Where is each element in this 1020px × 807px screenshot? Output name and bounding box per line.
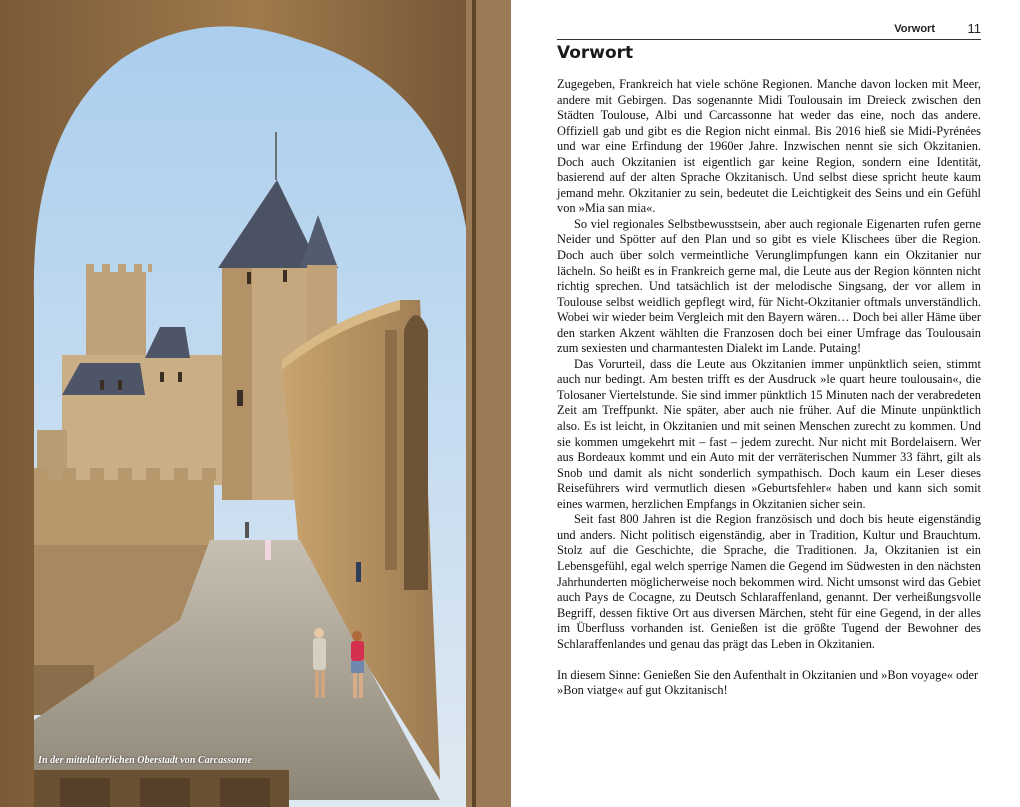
chapter-title: Vorwort: [557, 43, 634, 63]
running-head-title: Vorwort: [894, 23, 935, 35]
body-text: [557, 77, 981, 699]
paragraph-4: Seit fast 800 Jahren ist die Region französisch und doch bis heute eigenständig und anders. Nicht politisch eigenständig, aber in Tradition, Kultur und Brauchtum. Stolz auf die Geschichte, die Sprache, die Traditionen. Ja, Okzitanien ist ein Lebensgefühl, egal welch sperrige Namen die Gegend im Südwesten in den nächsten Jahrhunderten möglicherweise noch bekommen wird. Nicht umsonst wird das Gebiet auch Pays de Cocagne, zu Deutsch Schlaraffenland, genannt. Der verheißungsvolle Begriff, dessen fiktive Ort aus diversen Märchen, steht für eine Gegend, in der alles im Überfluss vorhanden ist. Genießen ist die größte Tugend der Bewohner des Schlaraffenlandes und genau das prägt das Leben in Okzitanien.: [557, 512, 981, 651]
closing-paragraph: In diesem Sinne: Genießen Sie den Aufenthalt in Okzitanien und »Bon voyage« oder »Bon viatge« auf gut Okzitanisch!: [557, 667, 979, 698]
paragraph-3: Das Vorurteil, dass die Leute aus Okzitanien immer unpünktlich seien, stimmt auch nur bedingt. Am besten trifft es der Ausdruck »le quart heure toulousain«, die Tolosaner Viertelstunde. Sie sind immer pünktlich 15 Minuten nach der verabredeten Zeit am Treffpunkt. Nie später, aber auch nie früher. Auf die Minute unpünktlich also. Es ist leicht, in Okzitanien und mit seinen Menschen zurecht zu kommen. Und sie kommen umgekehrt mit – fast – jedem zurecht. Nur nicht mit Bordelaisern. Wer aus Bordeaux kommt und ein Auto mit der verräterischen Nummer 33 fährt, gilt als Snob und damit als nicht sonderlich sympathisch. Doch kaum ein Leser dieses Reiseführers wird vermutlich diesen »Geburtsfehler« haben und kann sich somit eines warmen, herzlichen Empfangs in Okzitanien sicher sein.: [557, 356, 981, 511]
running-head: [557, 21, 981, 40]
page-number: 11: [967, 21, 981, 36]
paragraph-1: Zugegeben, Frankreich hat viele schöne Regionen. Manche davon locken mit Meer, andere mit Gebirgen. Das sogenannte Midi Toulousain im Dreieck zwischen den Städten Toulouse, Albi und Carcassonne hat weder das eine, noch das andere. Offiziell gab und gibt es die Region nicht einmal. Bis 2016 hieß sie Midi-Pyrénées und war eine Erfindung der 1960er Jahre. Inzwischen nennt sie sich Okzitanien. Doch auch Okzitanien ist eigentlich gar keine Region, sondern eine Identität, basierend auf der alten Sprache Okzitanisch. Und selbst diese spricht heute kaum jemand mehr. Okzitanier zu sein, bedeutet die Leichtigkeit des Seins und ein Gefühl von »Mia san mia«.: [557, 77, 981, 216]
photo-caption: In der mittelalterlichen Oberstadt von Carcassonne: [38, 755, 252, 766]
paragraph-2: So viel regionales Selbstbewusstsein, aber auch regionale Eigenarten rufen gerne Neider und Spötter auf den Plan und so gibt es viele Klischees über die Region. Doch auch über solch vermeintliche Verunglimpfungen kann ein Okzitanier nur lächeln. So heißt es in Frankreich gerne mal, die Leute aus der Region könnten nicht richtig sprechen. Und tatsächlich ist der melodische Singsang, der vor allem in Toulouse selbst weidlich gepflegt wird, für Nicht-Okzitanier oftmals unverständlich. Wobei wir wieder beim Vergleich mit den Bayern wären… Doch bei aller Häme über den starken Akzent wählten die Franzosen doch bei einer Umfrage das Toulousain zum sexiesten und charmantesten Dialekt im Lande. Putaing!: [557, 216, 981, 356]
